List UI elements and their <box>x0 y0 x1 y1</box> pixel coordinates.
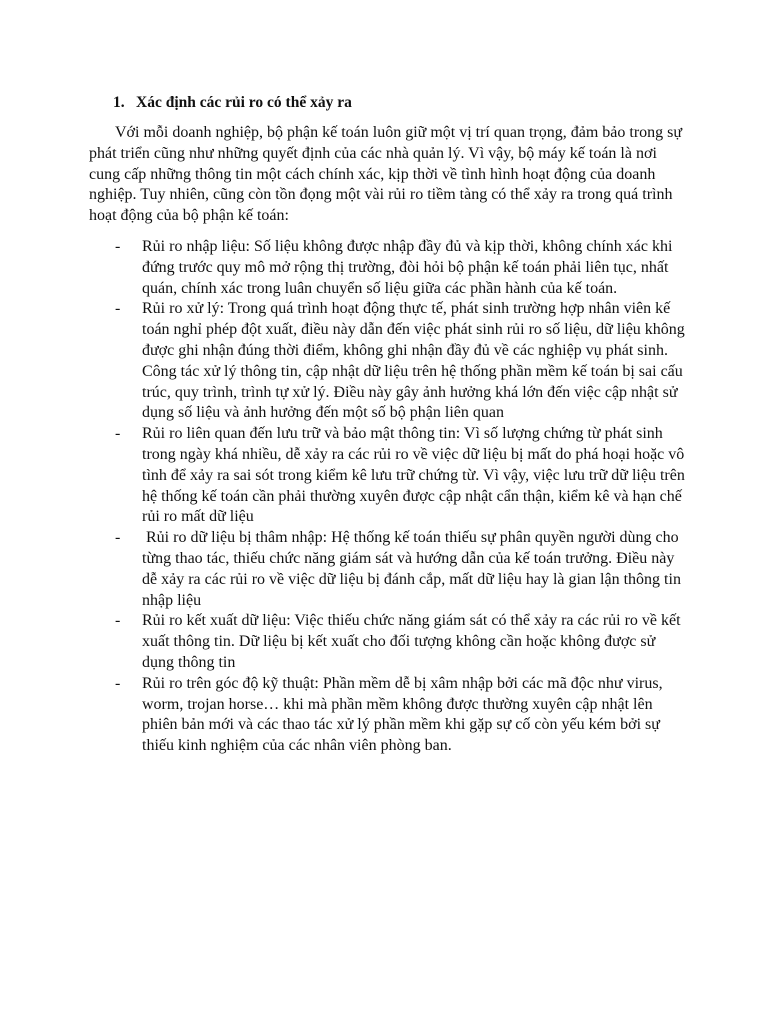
list-item <box>113 299 689 424</box>
list-item <box>113 528 689 611</box>
list-item-text: Rủi ro nhập liệu: Số liệu không được nhập đầy đủ và kịp thời, không chính xác khi đứng trước quy mô mở rộng thị trường, đòi hỏi bộ phận kế toán phải liên tục, nhất quán, chính xác trong luân chuyển số liệu giữa các phần hành của kế toán. <box>142 238 673 297</box>
bullet-dash: - <box>115 612 121 630</box>
bullet-dash: - <box>115 674 121 692</box>
list-item <box>113 674 689 757</box>
bullet-dash: - <box>115 238 121 255</box>
bullet-dash: - <box>115 529 121 547</box>
list-item <box>113 611 689 673</box>
bullet-dash: - <box>115 300 121 318</box>
bullet-dash: - <box>115 425 121 443</box>
list-item-text: Rủi ro kết xuất dữ liệu: Việc thiếu chức năng giám sát có thể xảy ra các rủi ro về kết xuất thông tin. Dữ liệu bị kết xuất cho đối tượng không cần hoặc không được sử dụng thông tin <box>142 612 681 671</box>
heading-text: Xác định các rủi ro có thể xảy ra <box>136 94 352 111</box>
list-item <box>113 237 689 299</box>
heading-number: 1. <box>113 94 125 111</box>
list-item <box>113 424 689 528</box>
section-heading <box>113 93 352 113</box>
risk-list <box>113 237 689 757</box>
list-item-text: Rủi ro xử lý: Trong quá trình hoạt động thực tế, phát sinh trường hợp nhân viên kế toán nghỉ phép đột xuất, điều này dẫn đến việc phát sinh rủi ro số liệu, dữ liệu không được ghi nhận đúng thời điểm, không ghi nhận đầy đủ về các nghiệp vụ phát sinh. Công tác xử lý thông tin, cập nhật dữ liệu trên hệ thống phần mềm kế toán bị sai cấu trúc, quy trình, trình tự xử lý. Điều này gây ảnh hưởng khá lớn đến việc cập nhật sử dụng số liệu và ảnh hưởng đến một số bộ phận liên quan <box>142 300 685 422</box>
list-item-text: Rủi ro trên góc độ kỹ thuật: Phần mềm dễ bị xâm nhập bởi các mã độc như virus, worm, trojan horse… khi mà phần mềm không được thường xuyên cập nhật lên phiên bản mới và các thao tác xử lý phần mềm khi gặp sự cố còn yếu kém bởi sự thiếu kinh nghiệm của các nhân viên phòng ban. <box>142 674 663 755</box>
list-item-text: Rủi ro dữ liệu bị thâm nhập: Hệ thống kế toán thiếu sự phân quyền người dùng cho từng thao tác, thiếu chức năng giám sát và hướng dẫn của kế toán trưởng. Điều này dễ xảy ra các rủi ro về việc dữ liệu bị đánh cắp, mất dữ liệu hay là gian lận thông tin nhập liệu <box>142 529 685 609</box>
list-item-text: Rủi ro liên quan đến lưu trữ và bảo mật thông tin: Vì số lượng chứng từ phát sinh trong ngày khá nhiều, dễ xảy ra các rủi ro về việc dữ liệu bị mất do phá hoại hoặc vô tình để xảy ra sai sót trong kiểm kê lưu trữ chứng từ. Vì vậy, việc lưu trữ dữ liệu trên hệ thống kế toán cần phải thường xuyên được cập nhật cẩn thận, kiểm kê và hạn chế rủi ro mất dữ liệu <box>142 425 685 526</box>
intro-paragraph: Với mỗi doanh nghiệp, bộ phận kế toán luôn giữ một vị trí quan trọng, đảm bảo trong sự phát triển cũng như những quyết định của các nhà quản lý. Vì vậy, bộ máy kế toán là nơi cung cấp những thông tin một cách chính xác, kịp thời về tình hình hoạt động của doanh nghiệp. Tuy nhiên, cũng còn tồn đọng một vài rủi ro tiềm tàng có thể xảy ra trong quá trình hoạt động của bộ phận kế toán: <box>89 124 683 225</box>
